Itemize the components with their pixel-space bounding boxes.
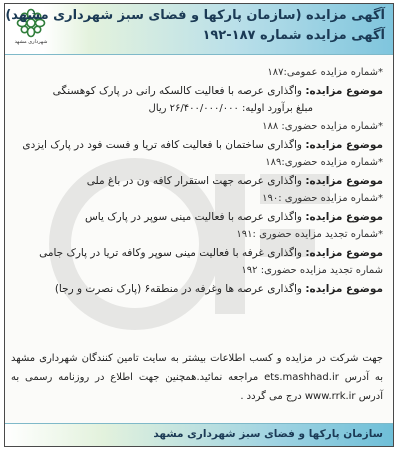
ad-subtitle: آگهی مزایده شماره ۱۸۷-۱۹۲	[202, 28, 385, 43]
auction-number: *شماره مزایده عمومی:۱۸۷	[267, 67, 383, 78]
subject-text: واگذاری عرصه جهت استقرار کافه ون در باغ ملی	[86, 175, 306, 187]
subject-label: موضوع مزایده:	[305, 175, 383, 187]
logo-caption: شهرداری مشهد	[14, 39, 48, 45]
auction-subject	[11, 82, 383, 100]
advertisement	[4, 3, 394, 447]
footer-banner	[5, 423, 393, 446]
auction-list	[11, 64, 383, 298]
estimated-price: مبلغ برآورد اولیه: ۲۶/۴۰۰/۰۰۰/۰۰۰ ریال	[148, 103, 313, 114]
ad-title: آگهی مزایده (سازمان پارکها و فضای سبز شهرداری مشهد)	[5, 8, 385, 23]
subject-label: موضوع مزایده:	[305, 247, 383, 259]
header-banner	[5, 4, 393, 55]
auction-number: *شماره مزایده حضوری:۱۸۹	[265, 157, 383, 168]
subject-text: واگذاری غرفه با فعالیت مینی سوپر وکافه تریا در پارک جامی	[39, 247, 306, 259]
auction-number: *شماره مزایده حضوری :۱۹۰	[262, 193, 383, 204]
auction-number: *شماره تجدید مزایده حضوری :۱۹۱	[236, 229, 383, 240]
subject-label: موضوع مزایده:	[305, 211, 383, 223]
subject-text: واگذاری عرصه با فعالیت مینی سوپر در پارک یاس	[84, 211, 306, 223]
auction-number: شماره تجدید مزایده حضوری: ۱۹۲	[241, 265, 383, 276]
subject-text: واگذاری ساختمان با فعالیت کافه تریا و فست فود در پارک ایزدی	[22, 139, 306, 151]
subject-text: واگذاری عرصه با فعالیت کالسکه رانی در پارک کوهسنگی	[52, 85, 306, 97]
auction-number: *شماره مزایده حضوری: ۱۸۸	[262, 121, 383, 132]
auction-subject	[11, 172, 383, 190]
auction-subject	[11, 280, 383, 298]
subject-label: موضوع مزایده:	[305, 139, 383, 151]
subject-text: واگذاری عرصه ها وغرفه در منطقه۶ (پارک نصرت و رجا)	[54, 283, 306, 295]
auction-subject	[11, 136, 383, 154]
auction-subject	[11, 208, 383, 226]
instructions-paragraph: جهت شرکت در مزایده و کسب اطلاعات بیشتر به سایت تامین کنندگان شهرداری مشهد به آدرس ets.mashhad.ir مراجعه نمائید.همچنین جهت اطلاع در روزنامه رسمی به آدرس www.rrk.ir درج می گردد .	[11, 353, 384, 402]
auction-subject	[11, 244, 383, 262]
subject-label: موضوع مزایده:	[305, 283, 383, 295]
subject-label: موضوع مزایده:	[305, 85, 383, 97]
footer-organization: سازمان پارکها و فضای سبز شهرداری مشهد	[153, 428, 383, 440]
